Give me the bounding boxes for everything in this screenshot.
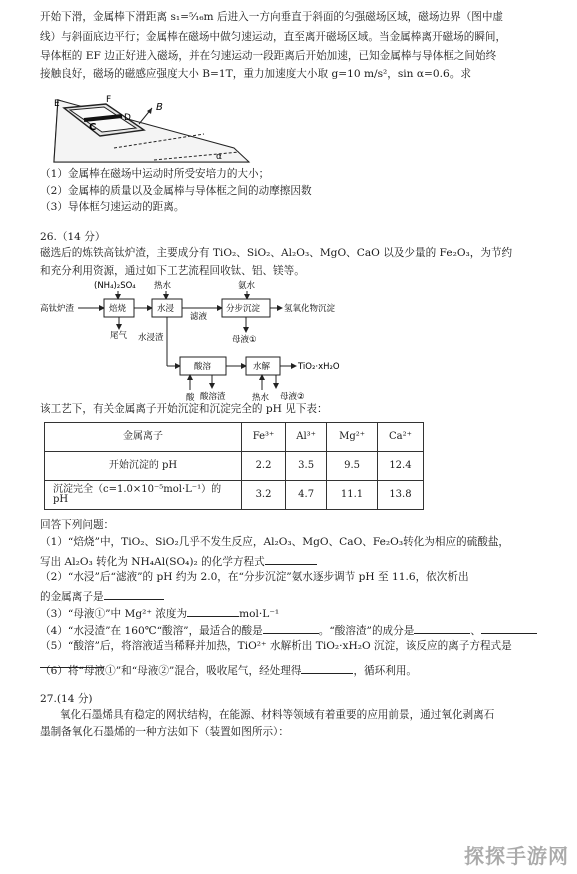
q25-text-line-1: 开始下滑，金属棒下滑距离 s₁=⁵⁄₁₆m 后进入一方向垂直于斜面的匀强磁场区域，磁场边界（图中虚 — [40, 11, 504, 23]
figure-label-d: D — [124, 113, 131, 123]
q25-question-2: （2）金属棒的质量以及金属棒与导体框之间的动摩擦因数 — [40, 185, 312, 197]
q26-intro-line-1: 磁选后的炼铁高钛炉渣，主要成分有 TiO₂、SiO₂、Al₂O₃、MgO、CaO 以及少量的 Fe₂O₃，为节约 — [40, 247, 513, 259]
table-row — [45, 481, 424, 510]
table-header-cell: Ca²⁺ — [377, 423, 423, 452]
q26-intro-line-2: 和充分利用资源，通过如下工艺流程回收钛、铝、镁等。 — [40, 265, 305, 277]
flow-ammonia-label: 氨水 — [238, 281, 256, 291]
subq-1-line-2 — [40, 554, 547, 568]
flow-box-leach-label: 水浸 — [157, 304, 175, 314]
answer-blank[interactable] — [265, 554, 317, 565]
process-flow-diagram — [40, 280, 420, 404]
answer-blank[interactable] — [301, 663, 353, 674]
flow-gas-label: 尾气 — [110, 331, 128, 341]
subq-1-line-2-text: 写出 Al₂O₃ 转化为 NH₄Al(SO₄)₂ 的化学方程式 — [40, 556, 265, 568]
subq-6-text-a: （6）将“母液①”和“母液②”混合，吸收尾气，经处理得 — [40, 665, 302, 677]
q27-line-2: 墨制备氧化石墨烯的一种方法如下（装置如图所示）： — [40, 726, 289, 738]
answer-blank[interactable] — [187, 606, 239, 617]
table-cell: 2.2 — [242, 452, 286, 481]
figure-label-b: B — [156, 102, 163, 113]
figure-label-c: C — [89, 122, 97, 133]
table-header-cell: Mg²⁺ — [327, 423, 378, 452]
flow-reagent-label: (NH₄)₂SO₄ — [94, 281, 136, 291]
q25-text-line-2: 线）与斜面底边平行；金属棒在磁场中做匀速运动，直至离开磁场区域。当金属棒离开磁场的瞬间， — [40, 31, 507, 43]
table-header-cell: Fe³⁺ — [242, 423, 286, 452]
flow-residue-label: 水浸渣 — [138, 333, 164, 343]
flow-product1-label: 氢氧化物沉淀 — [284, 304, 336, 314]
answer-blank[interactable] — [481, 623, 537, 634]
subq-2-line-2 — [40, 589, 547, 603]
table-cell: 13.8 — [377, 481, 423, 510]
flow-water2-label: 热水 — [252, 393, 270, 403]
subq-6-text-b: ，循环利用。 — [353, 665, 418, 677]
watermark-logo: 探探手游网 — [464, 844, 569, 868]
answer-blank[interactable] — [104, 589, 164, 600]
answer-blank[interactable] — [414, 623, 470, 634]
table-header-cell: Al³⁺ — [286, 423, 327, 452]
subq-4-text-b: 。“酸溶渣”的成分是 — [318, 625, 415, 637]
q25-text-line-3: 导体框的 EF 边正好进入磁场，并在匀速运动一段距离后开始加速，已知金属棒与导体框之间始终 — [40, 50, 497, 62]
ion-ph-table — [44, 422, 424, 510]
flow-acid-label: 酸 — [186, 393, 195, 403]
table-header-cell: 金属离子 — [45, 423, 242, 452]
subq-2-line-1: （2）“水浸”后“滤液”的 pH 约为 2.0，在“分步沉淀”氨水逐步调节 pH 至 11.6，依次析出 — [40, 571, 469, 583]
subq-3 — [40, 606, 547, 620]
flow-product2-label: TiO₂·xH₂O — [298, 362, 340, 372]
table-cell: 3.2 — [242, 481, 286, 510]
q25-question-3: （3）导体框匀速运动的距离。 — [40, 201, 185, 213]
q27-header: 27.(14 分) — [40, 693, 93, 705]
figure-label-alpha: α — [216, 152, 222, 162]
flow-water-label: 热水 — [154, 281, 172, 291]
answer-lead: 回答下列问题： — [40, 519, 115, 531]
table-header-row — [45, 423, 424, 452]
q25-text-line-4: 接触良好，磁场的磁感应强度大小 B=1T，重力加速度大小取 g=10 m/s²，sin α=0.6。求 — [40, 68, 471, 80]
table-row-label: 沉淀完全（c=1.0×10⁻⁵mol·L⁻¹）的 pH — [45, 481, 242, 510]
subq-2-line-2-text: 的金属离子是 — [40, 591, 104, 603]
subq-3-unit: mol·L⁻¹ — [239, 608, 280, 620]
flow-box-acid-dissolve-label: 酸溶 — [194, 362, 212, 372]
table-row-label: 开始沉淀的 pH — [45, 452, 242, 481]
q27-line-1: 氧化石墨烯具有稳定的网状结构，在能源、材料等领域有着重要的应用前景，通过氧化剥离石 — [60, 709, 495, 721]
table-cell: 12.4 — [377, 452, 423, 481]
incline-figure — [44, 90, 264, 164]
table-cell: 9.5 — [327, 452, 378, 481]
subq-6 — [40, 663, 547, 677]
flow-box-hydrolysis-label: 水解 — [253, 362, 271, 372]
flow-box-roast-label: 焙烧 — [109, 304, 127, 314]
flow-acid-residue-label: 酸溶渣 — [200, 392, 226, 402]
subq-4: （4）“水浸渣”在 160℃“酸溶”，最适合的酸是 。“酸溶渣”的成分是 、 — [40, 623, 547, 637]
subq-1-line-1: （1）“焙烧”中，TiO₂、SiO₂几乎不发生反应，Al₂O₃、MgO、CaO、Fe₂O₃转化为相应的硫酸盐， — [40, 536, 510, 548]
subq-5-line-1: （5）“酸溶”后，将溶液适当稀释并加热，TiO²⁺ 水解析出 TiO₂·xH₂O 沉淀，该反应的离子方程式是 — [40, 640, 512, 652]
table-cell: 11.1 — [327, 481, 378, 510]
q25-question-1: （1）金属棒在磁场中运动时所受安培力的大小； — [40, 168, 270, 180]
flow-mother2-label: 母液② — [280, 392, 305, 402]
subq-4-text-a: （4）“水浸渣”在 160℃“酸溶”，最适合的酸是 — [40, 625, 263, 637]
subq-3-text: （3）“母液①”中 Mg²⁺ 浓度为 — [40, 608, 188, 620]
flow-box-precipitation-label: 分步沉淀 — [226, 304, 261, 314]
flow-mother1-label: 母液① — [232, 335, 257, 345]
table-intro: 该工艺下，有关金属离子开始沉淀和沉淀完全的 pH 见下表： — [40, 403, 328, 415]
flow-filtrate-label: 滤液 — [190, 312, 208, 322]
table-cell: 4.7 — [286, 481, 327, 510]
flow-input-label: 高钛炉渣 — [40, 304, 75, 314]
q26-header: 26.（14 分） — [40, 231, 106, 243]
table-row — [45, 452, 424, 481]
figure-label-e: E — [54, 99, 60, 109]
table-cell: 3.5 — [286, 452, 327, 481]
answer-blank[interactable] — [263, 623, 319, 634]
figure-label-f: F — [106, 95, 112, 105]
